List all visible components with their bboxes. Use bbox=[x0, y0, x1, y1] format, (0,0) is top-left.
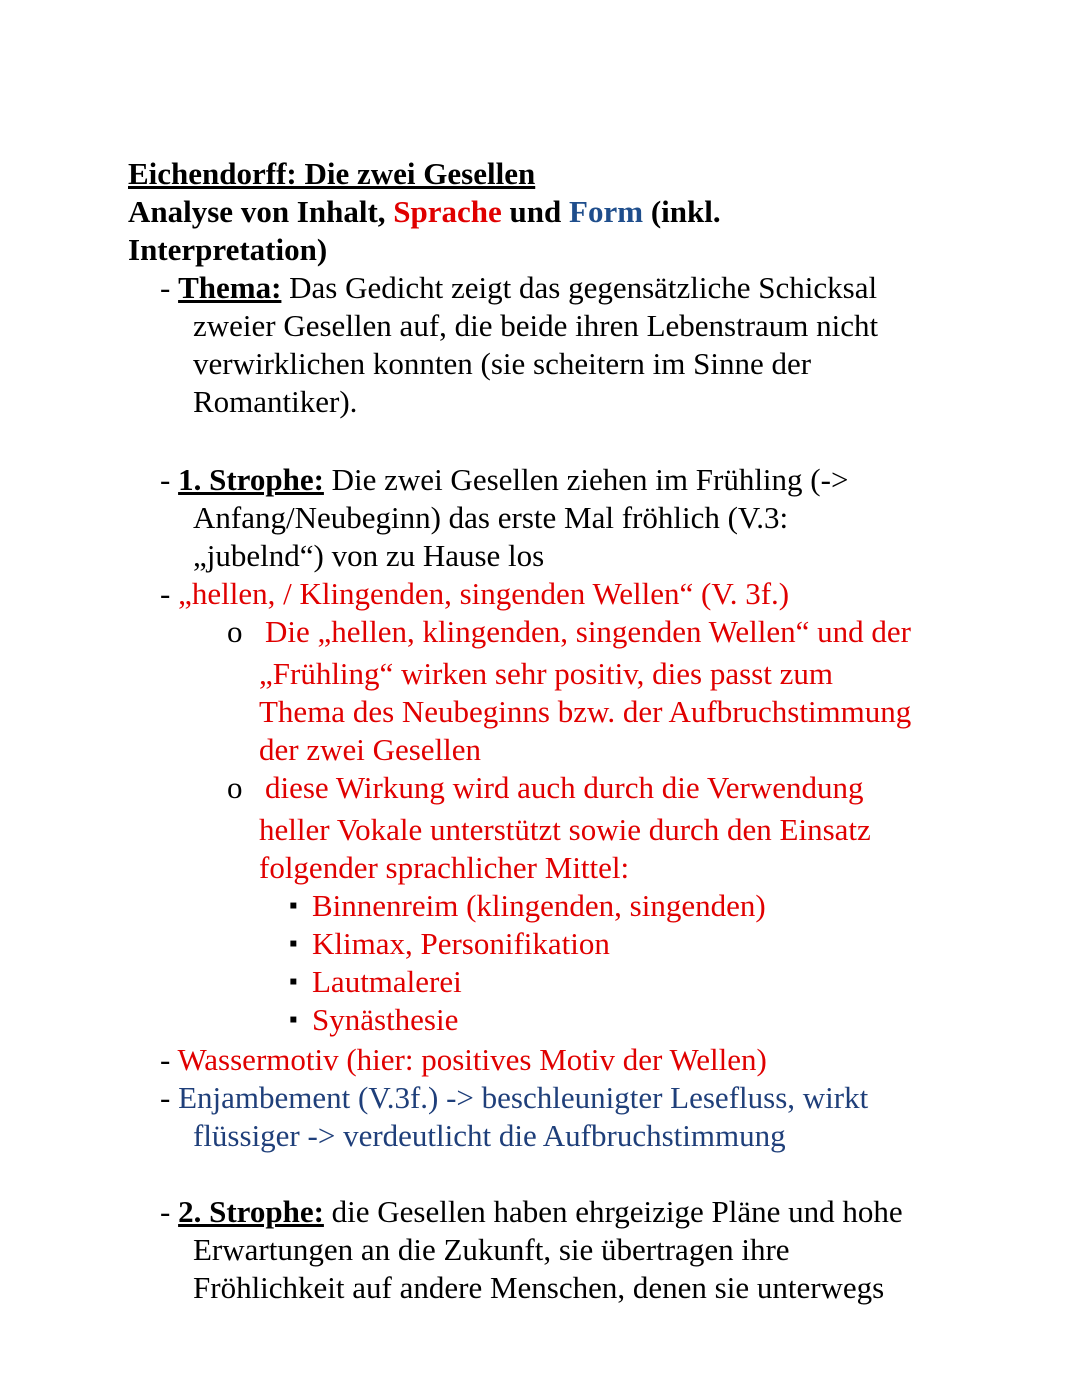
strophe1-dash: - bbox=[160, 462, 179, 497]
quote-line bbox=[160, 575, 789, 613]
enjambement-line1 bbox=[160, 1079, 868, 1117]
sub2-line3: folgender sprachlicher Mittel: bbox=[259, 850, 630, 885]
sub1-line4: der zwei Gesellen bbox=[259, 732, 482, 767]
strophe1-text1: Die zwei Gesellen ziehen im Frühling (-> bbox=[323, 462, 849, 497]
thema-line1 bbox=[160, 269, 877, 307]
thema-label: Thema: bbox=[178, 270, 282, 305]
wasser-line bbox=[160, 1041, 767, 1079]
device-item-3: Lautmalerei bbox=[312, 964, 462, 999]
strophe2-line2: Erwartungen an die Zukunft, sie übertragen ihre bbox=[193, 1232, 790, 1267]
strophe1-label: 1. Strophe: bbox=[178, 462, 324, 497]
thema-line3: verwirklichen konnten (sie scheitern im Sinne der bbox=[193, 346, 812, 381]
device-bullet-3: ▪ bbox=[289, 969, 298, 995]
device-bullet-2: ▪ bbox=[289, 931, 298, 957]
strophe1-line2: Anfang/Neubeginn) das erste Mal fröhlich (V.3: bbox=[193, 500, 789, 535]
strophe2-label: 2. Strophe: bbox=[178, 1194, 324, 1229]
strophe2-text1: die Gesellen haben ehrgeizige Pläne und hohe bbox=[323, 1194, 903, 1229]
strophe1-line1 bbox=[160, 461, 848, 499]
subtitle-part3: (inkl. bbox=[643, 194, 721, 229]
device-bullet-4: ▪ bbox=[289, 1007, 298, 1033]
sub1-bullet: o bbox=[227, 614, 243, 649]
quote-dash: - bbox=[160, 576, 179, 611]
device-item-1: Binnenreim (klingenden, singenden) bbox=[312, 888, 766, 923]
wasser-dash: - bbox=[160, 1042, 178, 1077]
subtitle-part1: Analyse von Inhalt, bbox=[128, 194, 394, 229]
subtitle-sprache: Sprache bbox=[393, 194, 502, 229]
strophe1-line3: „jubelnd“) von zu Hause los bbox=[193, 538, 545, 573]
sub2-line2: heller Vokale unterstützt sowie durch den Einsatz bbox=[259, 812, 871, 847]
document-subtitle-line2: Interpretation) bbox=[128, 232, 328, 267]
sub2-line1: diese Wirkung wird auch durch die Verwendung bbox=[265, 770, 864, 805]
strophe2-line3: Fröhlichkeit auf andere Menschen, denen sie unterwegs bbox=[193, 1270, 885, 1305]
enjambement-dash: - bbox=[160, 1080, 179, 1115]
sub1-line1: Die „hellen, klingenden, singenden Wellen“ und der bbox=[265, 614, 912, 649]
thema-text1: Das Gedicht zeigt das gegensätzliche Schicksal bbox=[281, 270, 878, 305]
subtitle-part2: und bbox=[501, 194, 570, 229]
sub1-line3: Thema des Neubeginns bzw. der Aufbruchstimmung bbox=[259, 694, 912, 729]
sub1-line2: „Frühling“ wirken sehr positiv, dies passt zum bbox=[259, 656, 833, 691]
wasser-text: Wassermotiv (hier: positives Motiv der Wellen) bbox=[177, 1042, 767, 1077]
enjambement-line2: flüssiger -> verdeutlicht die Aufbruchstimmung bbox=[193, 1118, 786, 1153]
device-bullet-1: ▪ bbox=[289, 893, 298, 919]
document-title: Eichendorff: Die zwei Gesellen bbox=[128, 156, 536, 191]
strophe2-line1 bbox=[160, 1193, 903, 1231]
strophe2-dash: - bbox=[160, 1194, 179, 1229]
thema-line4: Romantiker). bbox=[193, 384, 358, 419]
document-subtitle bbox=[128, 193, 721, 231]
quote-text: „hellen, / Klingenden, singenden Wellen“ (V. 3f.) bbox=[178, 576, 790, 611]
device-item-2: Klimax, Personifikation bbox=[312, 926, 610, 961]
subtitle-form: Form bbox=[569, 194, 644, 229]
device-item-4: Synästhesie bbox=[312, 1002, 459, 1037]
enjambement-text1: Enjambement (V.3f.) -> beschleunigter Lesefluss, wirkt bbox=[178, 1080, 869, 1115]
thema-dash: - bbox=[160, 270, 179, 305]
sub2-bullet: o bbox=[227, 770, 243, 805]
thema-line2: zweier Gesellen auf, die beide ihren Lebenstraum nicht bbox=[193, 308, 879, 343]
